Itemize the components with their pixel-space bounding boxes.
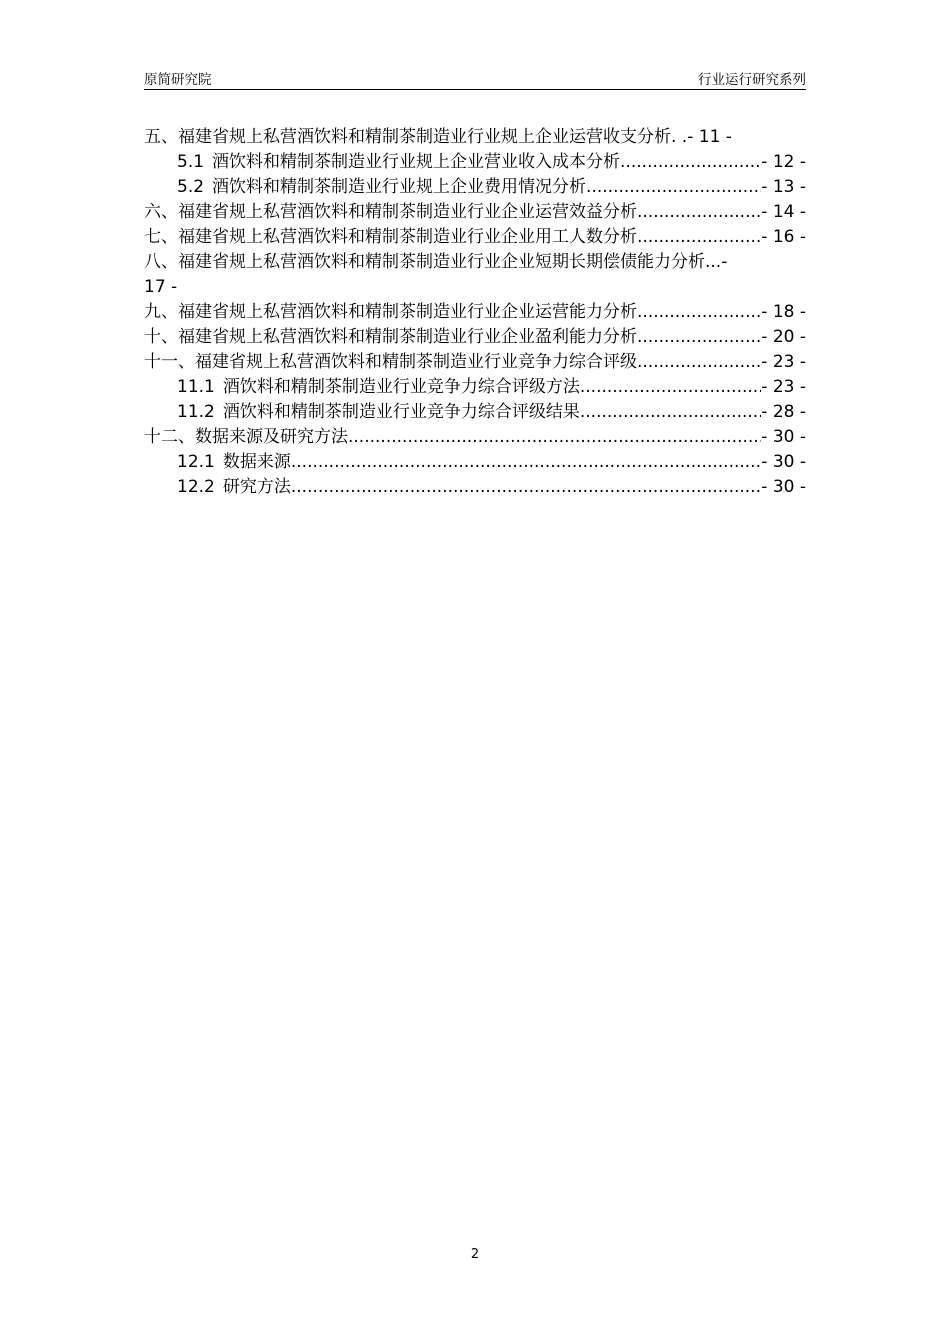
- toc-entry-title[interactable]: 酒饮料和精制茶制造业行业规上企业费用情况分析: [212, 177, 587, 197]
- toc-entry-title[interactable]: 八、福建省规上私营酒饮料和精制茶制造业行业企业短期长期偿债能力分析: [144, 252, 705, 272]
- toc-entry-page-part2: 17 -: [144, 277, 178, 297]
- toc-entry-8[interactable]: [144, 250, 806, 275]
- toc-entry-page: - 23 -: [761, 377, 806, 397]
- toc-entry-leader: [637, 225, 761, 250]
- toc-entry-page: - 30 -: [761, 452, 806, 472]
- toc-entry-11-1[interactable]: [144, 375, 806, 400]
- toc-entry-leader: [580, 375, 761, 400]
- toc-entry-leader: [348, 425, 761, 450]
- toc-entry-title[interactable]: 研究方法: [222, 477, 291, 497]
- toc-entry-6[interactable]: [144, 200, 806, 225]
- toc-entry-10[interactable]: [144, 325, 806, 350]
- table-of-contents: [144, 125, 806, 500]
- toc-entry-leader: [637, 350, 761, 375]
- toc-entry-leader: [637, 325, 761, 350]
- toc-entry-11[interactable]: [144, 350, 806, 375]
- toc-entry-page-part1: -: [721, 252, 728, 272]
- toc-entry-page: - 28 -: [761, 402, 806, 422]
- toc-entry-title[interactable]: 十、福建省规上私营酒饮料和精制茶制造业行业企业盈利能力分析: [144, 327, 637, 347]
- toc-entry-5-2[interactable]: [144, 175, 806, 200]
- toc-entry-12-1[interactable]: [144, 450, 806, 475]
- toc-entry-leader: [586, 175, 761, 200]
- toc-entry-leader: [637, 200, 761, 225]
- toc-entry-leader: [620, 150, 761, 175]
- toc-entry-number: 5.2: [177, 177, 205, 197]
- toc-entry-page: - 12 -: [761, 152, 806, 172]
- toc-entry-leader: [291, 450, 761, 475]
- toc-entry-title[interactable]: 六、福建省规上私营酒饮料和精制茶制造业行业企业运营效益分析: [144, 202, 637, 222]
- toc-entry-number: 12.2: [177, 477, 215, 497]
- toc-entry-title[interactable]: 十一、福建省规上私营酒饮料和精制茶制造业行业竞争力综合评级: [144, 352, 637, 372]
- toc-entry-number: 12.1: [177, 452, 215, 472]
- toc-entry-number: 11.1: [177, 377, 215, 397]
- toc-entry-number: 5.1: [177, 152, 205, 172]
- toc-entry-page: - 23 -: [761, 352, 806, 372]
- toc-entry-title[interactable]: 九、福建省规上私营酒饮料和精制茶制造业行业企业运营能力分析: [144, 302, 637, 322]
- toc-entry-title[interactable]: 五、福建省规上私营酒饮料和精制茶制造业行业规上企业运营收支分析: [144, 127, 671, 147]
- toc-entry-11-2[interactable]: [144, 400, 806, 425]
- header-org-name: 原简研究院: [144, 72, 212, 88]
- toc-entry-page: - 30 -: [761, 477, 806, 497]
- page-number: 2: [470, 1247, 480, 1262]
- toc-entry-5-1[interactable]: [144, 150, 806, 175]
- toc-entry-7[interactable]: [144, 225, 806, 250]
- toc-entry-leader: [580, 400, 761, 425]
- toc-entry-page: - 30 -: [761, 427, 806, 447]
- toc-entry-title[interactable]: 酒饮料和精制茶制造业行业竞争力综合评级结果: [222, 402, 580, 422]
- toc-entry-page: - 13 -: [761, 177, 806, 197]
- toc-entry-page: - 16 -: [761, 227, 806, 247]
- toc-entry-page: - 11 -: [687, 127, 732, 147]
- page-header: [144, 68, 806, 90]
- toc-entry-9[interactable]: [144, 300, 806, 325]
- toc-entry-12-2[interactable]: [144, 475, 806, 500]
- toc-entry-12[interactable]: [144, 425, 806, 450]
- header-series-name: 行业运行研究系列: [698, 72, 806, 88]
- toc-entry-leader: ...: [705, 252, 722, 272]
- toc-entry-number: 11.2: [177, 402, 215, 422]
- toc-entry-title[interactable]: 十二、数据来源及研究方法: [144, 427, 348, 447]
- toc-entry-leader: [291, 475, 761, 500]
- toc-entry-title[interactable]: 数据来源: [222, 452, 291, 472]
- toc-entry-page: - 20 -: [761, 327, 806, 347]
- toc-entry-leader: [637, 300, 761, 325]
- toc-entry-title[interactable]: 酒饮料和精制茶制造业行业竞争力综合评级方法: [222, 377, 580, 397]
- toc-entry-title[interactable]: 酒饮料和精制茶制造业行业规上企业营业收入成本分析: [212, 152, 621, 172]
- toc-entry-page: - 18 -: [761, 302, 806, 322]
- toc-entry-leader: . .: [671, 127, 688, 147]
- toc-entry-8-continued[interactable]: [144, 275, 806, 300]
- toc-entry-5[interactable]: [144, 125, 806, 150]
- toc-entry-page: - 14 -: [761, 202, 806, 222]
- toc-entry-title[interactable]: 七、福建省规上私营酒饮料和精制茶制造业行业企业用工人数分析: [144, 227, 637, 247]
